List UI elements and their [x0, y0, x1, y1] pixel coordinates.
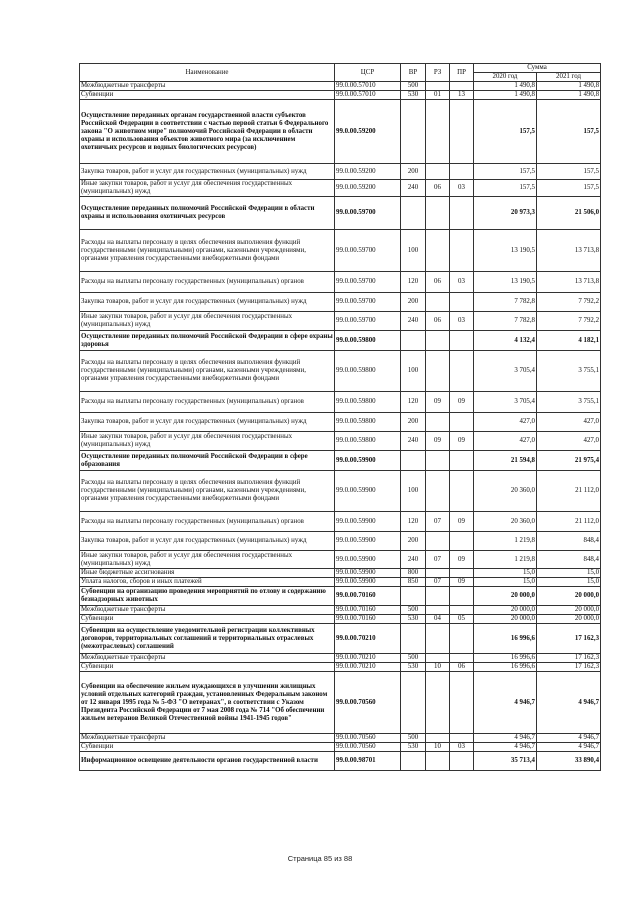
- cell-rz: [426, 82, 450, 91]
- cell-pr: [450, 672, 474, 734]
- cell-vr: [401, 624, 426, 654]
- cell-2021: 4 946,7: [537, 734, 601, 743]
- cell-2021: 427,0: [537, 413, 601, 432]
- cell-vr: [401, 752, 426, 771]
- cell-name: Закупка товаров, работ и услуг для государственных (муниципальных) нужд: [80, 164, 335, 180]
- cell-rz: 06: [426, 312, 450, 331]
- table-row: [80, 532, 601, 551]
- cell-csr: 99.0.00.59800: [335, 351, 401, 392]
- table-row: [80, 624, 601, 654]
- cell-2021: 3 755,1: [537, 351, 601, 392]
- table-row: [80, 672, 601, 734]
- cell-pr: [450, 471, 474, 512]
- cell-csr: 99.0.00.57010: [335, 91, 401, 100]
- cell-pr: [450, 164, 474, 180]
- cell-2021: 20 000,0: [537, 587, 601, 606]
- cell-name: Субвенции на осуществление уведомительной регистрации коллективных договоров, территориальных соглашений и территориальных отраслевых (межотраслевых) соглашений: [80, 624, 335, 654]
- cell-rz: [426, 100, 450, 164]
- cell-pr: [450, 197, 474, 230]
- cell-pr: [450, 100, 474, 164]
- table-body: [80, 82, 601, 771]
- table-row: [80, 743, 601, 752]
- cell-rz: [426, 606, 450, 615]
- cell-2021: 20 000,0: [537, 606, 601, 615]
- cell-2020: 20 360,0: [474, 512, 537, 532]
- cell-vr: [401, 587, 426, 606]
- cell-2020: 16 996,6: [474, 663, 537, 672]
- cell-pr: 06: [450, 663, 474, 672]
- cell-name: Осуществление переданных полномочий Российской Федерации в сфере охраны здоровья: [80, 331, 335, 351]
- cell-2020: 1 219,8: [474, 532, 537, 551]
- cell-name: Осуществление переданных полномочий Российской Федерации в сфере образования: [80, 451, 335, 471]
- cell-csr: 99.0.00.59200: [335, 164, 401, 180]
- cell-vr: [401, 451, 426, 471]
- table-row: [80, 663, 601, 672]
- table-row: [80, 82, 601, 91]
- cell-vr: [401, 100, 426, 164]
- cell-vr: 120: [401, 272, 426, 293]
- cell-pr: [450, 624, 474, 654]
- cell-name: Уплата налогов, сборов и иных платежей: [80, 578, 335, 587]
- cell-2020: 20 360,0: [474, 471, 537, 512]
- cell-pr: 13: [450, 91, 474, 100]
- table-row: [80, 180, 601, 197]
- cell-pr: [450, 532, 474, 551]
- cell-2021: 4 182,1: [537, 331, 601, 351]
- cell-pr: [450, 82, 474, 91]
- cell-csr: 99.0.00.70210: [335, 624, 401, 654]
- budget-table: [79, 63, 601, 771]
- cell-vr: 530: [401, 663, 426, 672]
- cell-pr: 03: [450, 272, 474, 293]
- cell-csr: 99.0.00.59700: [335, 293, 401, 312]
- cell-2020: 20 000,0: [474, 606, 537, 615]
- cell-rz: 10: [426, 743, 450, 752]
- cell-name: Субвенции на обеспечение жильем нуждающихся в улучшении жилищных условий отдельных категорий граждан, установленных Федеральным законом от 12 января 1995 года № 5-ФЗ "О ветеранах", в соответствии с Указом Президента Российской Федерации от 7 мая 2008 года № 714 "Об обеспечении жильем ветеранов Великой Отечественной войны 1941-1945 годов": [80, 672, 335, 734]
- col-header-pr: ПР: [450, 64, 474, 82]
- cell-rz: [426, 451, 450, 471]
- cell-vr: 200: [401, 293, 426, 312]
- cell-rz: [426, 413, 450, 432]
- cell-csr: 99.0.00.59900: [335, 471, 401, 512]
- cell-2020: 1 219,8: [474, 551, 537, 569]
- cell-rz: [426, 471, 450, 512]
- cell-vr: 200: [401, 413, 426, 432]
- cell-rz: [426, 331, 450, 351]
- cell-pr: 09: [450, 551, 474, 569]
- cell-name: Иные закупки товаров, работ и услуг для обеспечения государственных (муниципальных) нужд: [80, 551, 335, 569]
- cell-vr: 500: [401, 734, 426, 743]
- cell-csr: 99.0.00.59900: [335, 578, 401, 587]
- table-row: [80, 331, 601, 351]
- cell-vr: 240: [401, 180, 426, 197]
- col-header-vr: ВР: [401, 64, 426, 82]
- cell-2021: 427,0: [537, 432, 601, 451]
- cell-name: Иные закупки товаров, работ и услуг для обеспечения государственных (муниципальных) нужд: [80, 180, 335, 197]
- cell-name: Расходы на выплаты персоналу государственных (муниципальных) органов: [80, 512, 335, 532]
- table-row: [80, 512, 601, 532]
- cell-2020: 13 190,5: [474, 272, 537, 293]
- cell-pr: [450, 587, 474, 606]
- cell-2020: 157,5: [474, 180, 537, 197]
- cell-2021: 3 755,1: [537, 392, 601, 413]
- cell-2021: 21 506,0: [537, 197, 601, 230]
- cell-2020: 35 713,4: [474, 752, 537, 771]
- cell-rz: [426, 624, 450, 654]
- cell-csr: 99.0.00.59900: [335, 532, 401, 551]
- cell-rz: 04: [426, 615, 450, 624]
- cell-vr: [401, 197, 426, 230]
- table-row: [80, 551, 601, 569]
- cell-csr: 99.0.00.70160: [335, 606, 401, 615]
- table-row: [80, 164, 601, 180]
- cell-csr: 99.0.00.70210: [335, 654, 401, 663]
- cell-name: Расходы на выплаты персоналу в целях обеспечения выполнения функций государственными (муниципальными) органами, казенными учреждениями, органами управления государственными внебюджетными фондами: [80, 230, 335, 272]
- cell-rz: 09: [426, 432, 450, 451]
- cell-2021: 848,4: [537, 532, 601, 551]
- cell-2020: 15,0: [474, 569, 537, 578]
- cell-2021: 20 000,0: [537, 615, 601, 624]
- cell-vr: 100: [401, 230, 426, 272]
- cell-pr: [450, 606, 474, 615]
- cell-2021: 157,5: [537, 164, 601, 180]
- cell-2021: 1 490,8: [537, 82, 601, 91]
- table-row: [80, 312, 601, 331]
- cell-name: Межбюджетные трансферты: [80, 606, 335, 615]
- table-row: [80, 293, 601, 312]
- cell-2021: 15,0: [537, 569, 601, 578]
- cell-2020: 4 946,7: [474, 743, 537, 752]
- cell-pr: [450, 230, 474, 272]
- cell-rz: 07: [426, 578, 450, 587]
- col-header-2021: 2021 год: [537, 73, 601, 82]
- cell-vr: 100: [401, 351, 426, 392]
- cell-2020: 4 946,7: [474, 672, 537, 734]
- cell-pr: [450, 752, 474, 771]
- table-row: [80, 752, 601, 771]
- cell-csr: 99.0.00.59200: [335, 100, 401, 164]
- cell-vr: [401, 672, 426, 734]
- cell-name: Расходы на выплаты персоналу в целях обеспечения выполнения функций государственными (муниципальными) органами, казенными учреждениями, органами управления государственными внебюджетными фондами: [80, 351, 335, 392]
- cell-vr: 240: [401, 312, 426, 331]
- cell-vr: 500: [401, 654, 426, 663]
- cell-vr: 240: [401, 432, 426, 451]
- cell-csr: 99.0.00.59700: [335, 230, 401, 272]
- cell-vr: 530: [401, 91, 426, 100]
- cell-pr: [450, 451, 474, 471]
- cell-vr: 850: [401, 578, 426, 587]
- cell-csr: 99.0.00.59700: [335, 197, 401, 230]
- cell-rz: [426, 569, 450, 578]
- cell-vr: [401, 331, 426, 351]
- page-number: Страница 85 из 88: [287, 854, 353, 863]
- cell-2021: 1 490,8: [537, 91, 601, 100]
- cell-2021: 4 946,7: [537, 743, 601, 752]
- cell-csr: 99.0.00.59800: [335, 413, 401, 432]
- cell-csr: 99.0.00.70560: [335, 743, 401, 752]
- cell-name: Субвенции: [80, 91, 335, 100]
- cell-2020: 1 490,8: [474, 91, 537, 100]
- cell-pr: [450, 569, 474, 578]
- cell-csr: 99.0.00.59800: [335, 392, 401, 413]
- cell-2020: 427,0: [474, 413, 537, 432]
- table-row: [80, 413, 601, 432]
- table-row: [80, 471, 601, 512]
- table-row: [80, 578, 601, 587]
- cell-2020: 13 190,5: [474, 230, 537, 272]
- cell-pr: [450, 734, 474, 743]
- cell-csr: 99.0.00.70160: [335, 615, 401, 624]
- cell-pr: [450, 413, 474, 432]
- cell-2020: 7 782,8: [474, 312, 537, 331]
- cell-2020: 157,5: [474, 100, 537, 164]
- cell-csr: 99.0.00.98701: [335, 752, 401, 771]
- cell-2020: 157,5: [474, 164, 537, 180]
- cell-2021: 15,0: [537, 578, 601, 587]
- cell-2021: 21 112,0: [537, 471, 601, 512]
- cell-name: Иные закупки товаров, работ и услуг для обеспечения государственных (муниципальных) нужд: [80, 312, 335, 331]
- cell-pr: 05: [450, 615, 474, 624]
- table-row: [80, 569, 601, 578]
- cell-csr: 99.0.00.59700: [335, 312, 401, 331]
- cell-csr: 99.0.00.57010: [335, 82, 401, 91]
- cell-vr: 240: [401, 551, 426, 569]
- cell-2020: 16 996,6: [474, 654, 537, 663]
- cell-vr: 200: [401, 532, 426, 551]
- cell-rz: 01: [426, 91, 450, 100]
- cell-2021: 17 162,3: [537, 624, 601, 654]
- cell-name: Иные закупки товаров, работ и услуг для обеспечения государственных (муниципальных) нужд: [80, 432, 335, 451]
- col-header-csr: ЦСР: [335, 64, 401, 82]
- cell-2021: 21 975,4: [537, 451, 601, 471]
- cell-csr: 99.0.00.59900: [335, 551, 401, 569]
- cell-rz: [426, 293, 450, 312]
- cell-2021: 21 112,0: [537, 512, 601, 532]
- cell-rz: 10: [426, 663, 450, 672]
- cell-name: Межбюджетные трансферты: [80, 734, 335, 743]
- cell-csr: 99.0.00.59200: [335, 180, 401, 197]
- cell-rz: [426, 164, 450, 180]
- cell-2020: 4 946,7: [474, 734, 537, 743]
- cell-rz: [426, 532, 450, 551]
- cell-2020: 4 132,4: [474, 331, 537, 351]
- table-row: [80, 606, 601, 615]
- cell-pr: 09: [450, 578, 474, 587]
- cell-pr: [450, 331, 474, 351]
- cell-csr: 99.0.00.59700: [335, 272, 401, 293]
- cell-name: Осуществление переданных полномочий Российской Федерации в области охраны и использования охотничьих ресурсов: [80, 197, 335, 230]
- cell-csr: 99.0.00.59900: [335, 569, 401, 578]
- cell-vr: 500: [401, 82, 426, 91]
- cell-rz: [426, 734, 450, 743]
- table-row: [80, 615, 601, 624]
- cell-name: Иные бюджетные ассигнования: [80, 569, 335, 578]
- col-header-rz: РЗ: [426, 64, 450, 82]
- cell-rz: 07: [426, 512, 450, 532]
- cell-name: Расходы на выплаты персоналу государственных (муниципальных) органов: [80, 272, 335, 293]
- cell-2020: 20 000,0: [474, 587, 537, 606]
- cell-pr: [450, 293, 474, 312]
- cell-2021: 157,5: [537, 180, 601, 197]
- cell-vr: 120: [401, 512, 426, 532]
- cell-name: Межбюджетные трансферты: [80, 654, 335, 663]
- cell-rz: 09: [426, 392, 450, 413]
- cell-name: Информационное освещение деятельности органов государственной власти: [80, 752, 335, 771]
- cell-name: Закупка товаров, работ и услуг для государственных (муниципальных) нужд: [80, 293, 335, 312]
- cell-2021: 7 792,2: [537, 312, 601, 331]
- cell-2020: 3 705,4: [474, 351, 537, 392]
- cell-pr: 09: [450, 432, 474, 451]
- cell-name: Субвенции: [80, 743, 335, 752]
- cell-vr: 530: [401, 743, 426, 752]
- table-row: [80, 272, 601, 293]
- table-row: [80, 100, 601, 164]
- cell-2020: 427,0: [474, 432, 537, 451]
- table-row: [80, 654, 601, 663]
- cell-name: Закупка товаров, работ и услуг для государственных (муниципальных) нужд: [80, 413, 335, 432]
- cell-2020: 16 996,6: [474, 624, 537, 654]
- cell-vr: 500: [401, 606, 426, 615]
- cell-2020: 1 490,8: [474, 82, 537, 91]
- cell-pr: 09: [450, 392, 474, 413]
- cell-csr: 99.0.00.59900: [335, 512, 401, 532]
- cell-csr: 99.0.00.70560: [335, 734, 401, 743]
- cell-name: Закупка товаров, работ и услуг для государственных (муниципальных) нужд: [80, 532, 335, 551]
- cell-csr: 99.0.00.70210: [335, 663, 401, 672]
- cell-pr: 09: [450, 512, 474, 532]
- table-row: [80, 351, 601, 392]
- cell-rz: [426, 654, 450, 663]
- table-row: [80, 197, 601, 230]
- cell-csr: 99.0.00.59800: [335, 331, 401, 351]
- col-header-sum: Сумма: [474, 64, 601, 73]
- cell-csr: 99.0.00.70160: [335, 587, 401, 606]
- cell-name: Расходы на выплаты персоналу в целях обеспечения выполнения функций государственными (муниципальными) органами, казенными учреждениями, органами управления государственными внебюджетными фондами: [80, 471, 335, 512]
- cell-name: Межбюджетные трансферты: [80, 82, 335, 91]
- cell-name: Расходы на выплаты персоналу государственных (муниципальных) органов: [80, 392, 335, 413]
- cell-rz: [426, 672, 450, 734]
- cell-pr: 03: [450, 743, 474, 752]
- cell-name: Осуществление переданных органам государственной власти субъектов Российской Федерации в соответствии с частью первой статьи 6 Федерального закона "О животном мире" полномочий Российской Федерации в области охраны и использования объектов животного мира (за исключением охотничьих ресурсов и водных биологических ресурсов): [80, 100, 335, 164]
- table-row: [80, 392, 601, 413]
- cell-2020: 20 000,0: [474, 615, 537, 624]
- cell-2020: 20 973,3: [474, 197, 537, 230]
- cell-vr: 800: [401, 569, 426, 578]
- cell-rz: [426, 197, 450, 230]
- cell-2021: 13 713,8: [537, 230, 601, 272]
- header-row: [80, 64, 601, 73]
- cell-name: Субвенции: [80, 663, 335, 672]
- cell-rz: [426, 587, 450, 606]
- col-header-2020: 2020 год: [474, 73, 537, 82]
- cell-vr: 120: [401, 392, 426, 413]
- cell-vr: 100: [401, 471, 426, 512]
- table-row: [80, 734, 601, 743]
- cell-2021: 17 162,3: [537, 663, 601, 672]
- cell-2020: 21 594,8: [474, 451, 537, 471]
- table-row: [80, 230, 601, 272]
- cell-2020: 3 705,4: [474, 392, 537, 413]
- cell-csr: 99.0.00.59800: [335, 432, 401, 451]
- cell-2021: 33 890,4: [537, 752, 601, 771]
- cell-2021: 4 946,7: [537, 672, 601, 734]
- table-row: [80, 432, 601, 451]
- cell-rz: 06: [426, 180, 450, 197]
- table-row: [80, 587, 601, 606]
- cell-rz: [426, 351, 450, 392]
- cell-vr: 200: [401, 164, 426, 180]
- cell-csr: 99.0.00.70560: [335, 672, 401, 734]
- cell-rz: 06: [426, 272, 450, 293]
- cell-vr: 530: [401, 615, 426, 624]
- cell-2021: 13 713,8: [537, 272, 601, 293]
- cell-rz: [426, 752, 450, 771]
- table-row: [80, 91, 601, 100]
- cell-2020: 15,0: [474, 578, 537, 587]
- table-row: [80, 451, 601, 471]
- cell-2021: 17 162,3: [537, 654, 601, 663]
- cell-2021: 848,4: [537, 551, 601, 569]
- cell-pr: 03: [450, 312, 474, 331]
- cell-rz: [426, 230, 450, 272]
- cell-name: Субвенции на организацию проведения мероприятий по отлову и содержанию безнадзорных животных: [80, 587, 335, 606]
- cell-2021: 7 792,2: [537, 293, 601, 312]
- cell-2020: 7 782,8: [474, 293, 537, 312]
- cell-csr: 99.0.00.59900: [335, 451, 401, 471]
- cell-name: Субвенции: [80, 615, 335, 624]
- col-header-name: Наименование: [80, 64, 335, 82]
- cell-2021: 157,5: [537, 100, 601, 164]
- cell-pr: [450, 654, 474, 663]
- cell-pr: 03: [450, 180, 474, 197]
- cell-pr: [450, 351, 474, 392]
- cell-rz: 07: [426, 551, 450, 569]
